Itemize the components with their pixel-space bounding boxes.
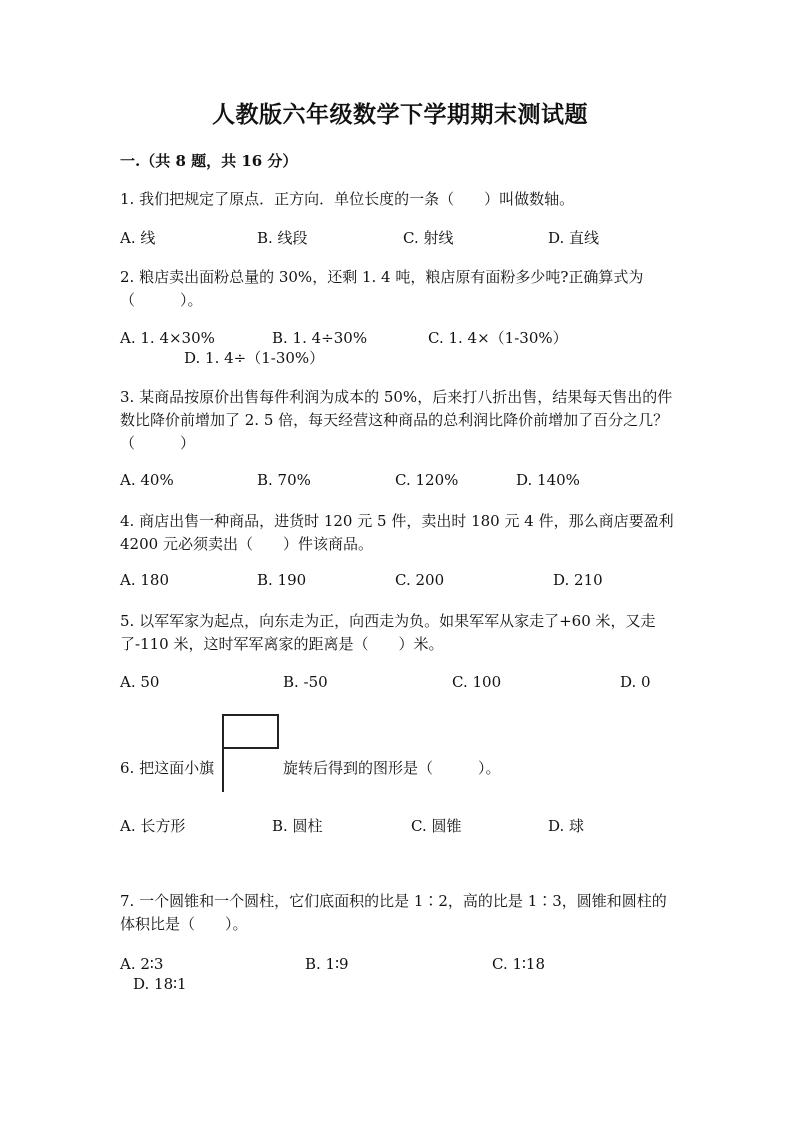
question-1-option-c: C. 射线	[403, 229, 454, 247]
question-3-stem: 3. 某商品按原价出售每件利润为成本的 50%，后来打八折出售，结果每天售出的件数比降价前增加了 2. 5 倍，每天经营这种商品的总利润比降价前增加了百分之几？（ ）	[120, 388, 673, 452]
question-2-option-a: A. 1. 4×30%	[120, 329, 215, 347]
flag-figure	[221, 712, 281, 794]
question-5-option-b: B. -50	[283, 673, 328, 691]
question-6-stem-after: 旋转后得到的图形是（ ）。	[283, 759, 501, 777]
question-1-option-b: B. 线段	[257, 229, 308, 247]
question-6-option-c: C. 圆锥	[411, 817, 462, 835]
question-1-stem: 1. 我们把规定了原点．正方向．单位长度的一条（ ）叫做数轴。	[120, 190, 575, 208]
question-6-option-b: B. 圆柱	[272, 817, 323, 835]
question-1-option-a: A. 线	[120, 229, 156, 247]
question-7-stem: 7. 一个圆锥和一个圆柱，它们底面积的比是 1∶2，高的比是 1∶3，圆锥和圆柱的体积比是（ ）。	[120, 892, 667, 933]
question-2-option-c: C. 1. 4×（1-30%）	[428, 329, 568, 347]
flag-banner	[223, 715, 278, 748]
question-7-option-d: D. 18∶1	[133, 975, 187, 993]
question-7-option-a: A. 2∶3	[120, 955, 164, 973]
question-4-stem: 4. 商店出售一种商品，进货时 120 元 5 件，卖出时 180 元 4 件，那么商店要盈利 4200 元必须卖出（ ）件该商品。	[120, 512, 674, 553]
question-5-option-a: A. 50	[120, 673, 160, 691]
question-3-option-a: A. 40%	[120, 471, 174, 489]
question-2-stem: 2. 粮店卖出面粉总量的 30%，还剩 1. 4 吨，粮店原有面粉多少吨?正确算式为（ ）。	[120, 268, 644, 309]
question-1-option-d: D. 直线	[548, 229, 600, 247]
question-6-option-d: D. 球	[548, 817, 585, 835]
question-2-option-b: B. 1. 4÷30%	[272, 329, 368, 347]
question-6-option-a: A. 长方形	[120, 817, 186, 835]
question-2-option-d: D. 1. 4÷（1-30%）	[184, 349, 325, 367]
question-3-option-d: D. 140%	[516, 471, 580, 489]
question-4-option-b: B. 190	[257, 571, 307, 589]
question-4-option-a: A. 180	[120, 571, 169, 589]
question-4-option-c: C. 200	[395, 571, 445, 589]
question-5-option-d: D. 0	[620, 673, 651, 691]
question-3-option-c: C. 120%	[395, 471, 459, 489]
question-4-option-d: D. 210	[553, 571, 603, 589]
question-6-stem-before: 6. 把这面小旗	[120, 759, 215, 777]
question-7-option-c: C. 1∶18	[492, 955, 546, 973]
page-title: 人教版六年级数学下学期期末测试题	[212, 101, 588, 128]
question-5-option-c: C. 100	[452, 673, 502, 691]
question-3-option-b: B. 70%	[257, 471, 311, 489]
question-5-stem: 5. 以军军家为起点，向东走为正，向西走为负。如果军军从家走了+60 米，又走了-110 米，这时军军离家的距离是（ ）米。	[120, 612, 656, 653]
section-heading: 一.（共 8 题，共 16 分）	[120, 152, 298, 170]
question-7-option-b: B. 1∶9	[305, 955, 349, 973]
